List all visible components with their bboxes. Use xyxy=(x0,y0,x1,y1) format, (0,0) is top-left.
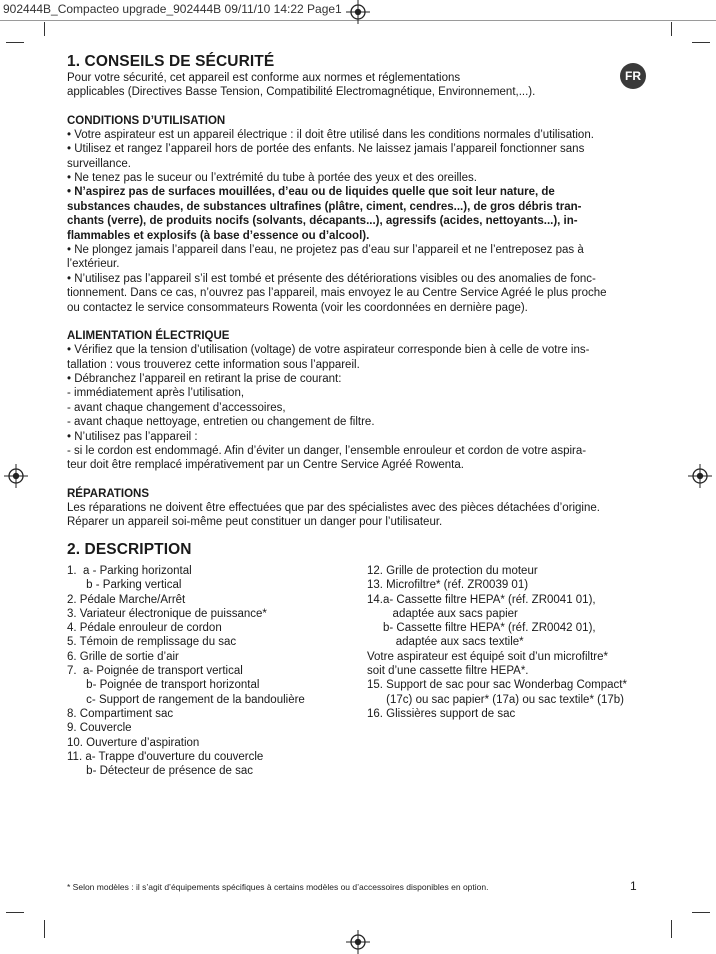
list-item: b- Détecteur de présence de sac xyxy=(67,765,254,778)
text-line: • N’utilisez pas l’appareil s’il est tombé et présente des détériorations visibles ou des anomalies de fonc- xyxy=(67,272,596,285)
text-line: tallation : vous trouverez cette information sous l’appareil. xyxy=(67,358,360,371)
repairs-heading: RÉPARATIONS xyxy=(67,487,149,500)
language-badge: FR xyxy=(620,63,646,89)
description-list-right xyxy=(367,564,657,721)
list-item: b- Poignée de transport horizontal xyxy=(67,679,260,692)
list-item: c- Support de rangement de la bandoulière xyxy=(67,693,305,706)
list-item: 1. a - Parking horizontal xyxy=(67,565,192,577)
registration-mark-icon xyxy=(346,0,370,24)
registration-mark-icon xyxy=(346,930,370,954)
list-item: 14.a- Cassette filtre HEPA* (réf. ZR0041 01), xyxy=(367,593,596,606)
text-line: • Ne plongez jamais l’appareil dans l’eau, ne projetez pas d’eau sur l’appareil et ne l’entreposez pas à xyxy=(67,244,584,257)
text-line: ou contactez le service consommateurs Rowenta (voir les coordonnées en dernière page). xyxy=(67,301,528,314)
text-line: • Débranchez l’appareil en retirant la prise de courant: xyxy=(67,372,342,385)
registration-mark-icon xyxy=(4,464,28,488)
list-item: 3. Variateur électronique de puissance* xyxy=(67,607,267,620)
description-list-left xyxy=(67,564,367,778)
crop-mark-icon xyxy=(44,920,45,938)
power-heading: ALIMENTATION ÉLECTRIQUE xyxy=(67,330,230,343)
registration-mark-icon xyxy=(688,464,712,488)
text-line: Réparer un appareil soi-même peut constituer un danger pour l’utilisateur. xyxy=(67,516,443,529)
text-line: • Ne tenez pas le suceur ou l’extrémité du tube à portée des yeux et des oreilles. xyxy=(67,172,477,185)
list-item: Votre aspirateur est équipé soit d’un microfiltre* xyxy=(367,650,608,663)
conditions-heading: CONDITIONS D’UTILISATION xyxy=(67,114,226,127)
list-item: 10. Ouverture d’aspiration xyxy=(67,736,200,749)
list-item: adaptée aux sacs textile* xyxy=(367,636,524,649)
list-item: soit d’une cassette filtre HEPA*. xyxy=(367,665,529,678)
list-item: adaptée aux sacs papier xyxy=(367,607,518,620)
safety-section xyxy=(67,52,657,530)
safety-title: 1. CONSEILS DE SÉCURITÉ xyxy=(67,53,275,70)
text-line: • Utilisez et rangez l’appareil hors de portée des enfants. Ne laissez jamais l’appareil fonctionner sans xyxy=(67,143,585,156)
list-item: b- Cassette filtre HEPA* (réf. ZR0042 01), xyxy=(367,622,596,635)
crop-mark-icon xyxy=(6,912,24,913)
list-item: 13. Microfiltre* (réf. ZR0039 01) xyxy=(367,579,529,592)
list-item: 6. Grille de sortie d’air xyxy=(67,650,179,663)
text-line: - immédiatement après l’utilisation, xyxy=(67,387,245,400)
power-block xyxy=(67,329,657,473)
crop-mark-icon xyxy=(671,22,672,36)
text-line: • Votre aspirateur est un appareil électrique : il doit être utilisé dans les conditions normales d’utilisation. xyxy=(67,128,594,141)
list-item: 2. Pédale Marche/Arrêt xyxy=(67,593,186,606)
list-item: 15. Support de sac pour sac Wonderbag Compact* xyxy=(367,679,627,692)
list-item: 11. a- Trappe d'ouverture du couvercle xyxy=(67,750,264,763)
page-number: 1 xyxy=(630,879,637,893)
crop-mark-icon xyxy=(44,22,45,36)
text-line: surveillance. xyxy=(67,157,131,170)
text-line: teur doit être remplacé impérativement par un Centre Service Agréé Rowenta. xyxy=(67,459,464,472)
list-item: 8. Compartiment sac xyxy=(67,707,174,720)
crop-mark-icon xyxy=(671,920,672,938)
warning-line: chants (verre), de produits nocifs (solvants, décapants...), agressifs (acides, nettoyants...), in- xyxy=(67,215,578,228)
crop-mark-icon xyxy=(692,42,710,43)
list-item: b - Parking vertical xyxy=(67,579,182,592)
crop-mark-icon xyxy=(692,912,710,913)
text-line: - avant chaque changement d’accessoires, xyxy=(67,401,286,414)
text-line: applicables (Directives Basse Tension, Compatibilité Electromagnétique, Environnement,...). xyxy=(67,86,536,99)
description-title: 2. DESCRIPTION xyxy=(67,541,192,558)
list-item: (17c) ou sac papier* (17a) ou sac textile* (17b) xyxy=(367,693,624,706)
list-item: 12. Grille de protection du moteur xyxy=(367,565,538,577)
text-line: - avant chaque nettoyage, entretien ou changement de filtre. xyxy=(67,416,375,429)
safety-intro xyxy=(67,71,657,100)
text-line: l’extérieur. xyxy=(67,258,120,271)
list-item: 5. Témoin de remplissage du sac xyxy=(67,636,237,649)
text-line: - si le cordon est endommagé. Afin d’éviter un danger, l’ensemble enrouleur et cordon de votre aspira- xyxy=(67,444,587,457)
text-line: tionnement. Dans ce cas, n’ouvrez pas l’appareil, mais envoyez le au Centre Service Agréé le plus proche xyxy=(67,287,607,300)
list-item: 4. Pédale enrouleur de cordon xyxy=(67,622,222,635)
list-item: 16. Glissières support de sac xyxy=(367,707,516,720)
footnote: * Selon modèles : il s’agit d’équipements spécifiques à certains modèles ou d’accessoires disponibles en option. xyxy=(67,882,489,892)
repairs-block xyxy=(67,487,657,530)
conditions-block xyxy=(67,114,657,315)
warning-line: • N’aspirez pas de surfaces mouillées, d’eau ou de liquides quelle que soit leur nature, de xyxy=(67,186,555,199)
warning-line: flammables et explosifs (à base d’essence ou d’alcool). xyxy=(67,229,370,242)
crop-mark-icon xyxy=(6,42,24,43)
text-line: Les réparations ne doivent être effectuées que par des spécialistes avec des pièces détachées d’origine. xyxy=(67,501,600,514)
print-slug: 902444B_Compacteo upgrade_902444B 09/11/10 14:22 Page1 xyxy=(3,2,342,16)
text-line: Pour votre sécurité, cet appareil est conforme aux normes et réglementations xyxy=(67,72,461,84)
list-item: 9. Couvercle xyxy=(67,722,132,735)
text-line: • Vérifiez que la tension d’utilisation (voltage) de votre aspirateur corresponde bien à celle de votre ins- xyxy=(67,344,590,357)
text-line: • N’utilisez pas l’appareil : xyxy=(67,430,198,443)
list-item: 7. a- Poignée de transport vertical xyxy=(67,665,243,678)
warning-line: substances chaudes, de substances ultrafines (plâtre, ciment, cendres...), de gros débris tran- xyxy=(67,200,582,213)
